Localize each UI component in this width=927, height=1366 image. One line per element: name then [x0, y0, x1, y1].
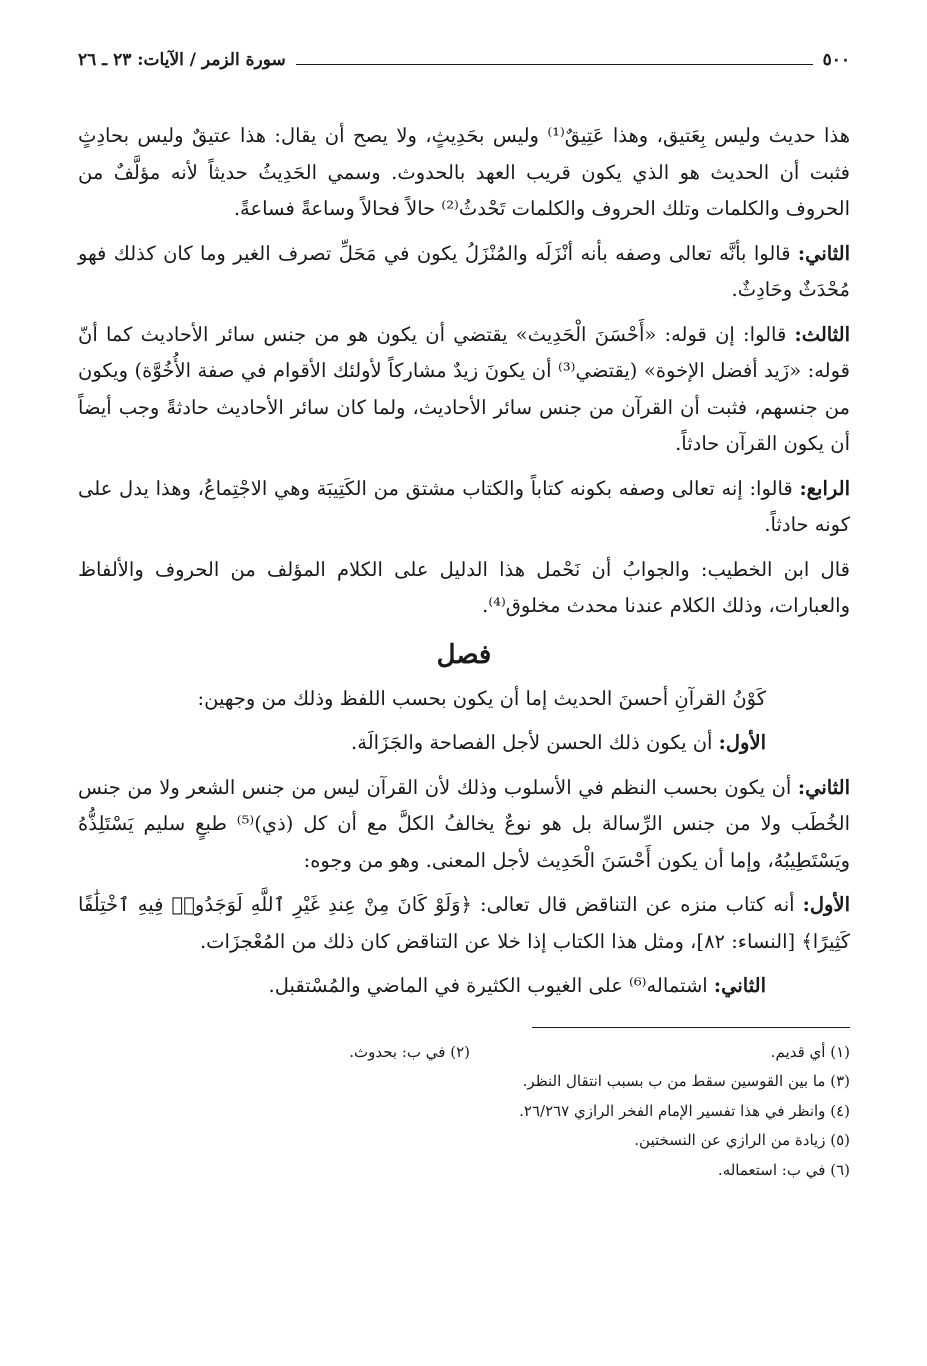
paragraph-4	[78, 471, 850, 544]
section-paragraph-4	[78, 887, 850, 960]
paragraph-lead: الثاني:	[797, 775, 850, 799]
footnote-number: (٤)	[830, 1101, 850, 1120]
footnotes	[78, 1038, 850, 1186]
footnote-3	[523, 1067, 850, 1097]
book-page	[78, 40, 850, 1185]
footnote-row	[78, 1067, 850, 1097]
footnote-row	[78, 1097, 850, 1127]
paragraph-3	[78, 317, 850, 463]
footnote-text: زيادة من الرازي عن النسختين.	[634, 1131, 826, 1149]
paragraph-2	[78, 236, 850, 309]
footnote-text: ما بين القوسين سقط من ب بسبب انتقال النظر.	[522, 1072, 826, 1090]
footnote-number: (١)	[830, 1042, 850, 1061]
paragraph-lead: الأول:	[802, 893, 850, 916]
paragraph-lead: الثالث:	[794, 322, 850, 346]
footnote-text: في ب: استعماله.	[717, 1160, 826, 1179]
paragraph-text: هذا حديث وليس بِعَتيق، وهذا عَتِيقٌ⁽¹⁾ وليس بحَدِيثٍ، ولا يصح أن يقال: هذا عتيقٌ وليس بحادِثٍ فثبت أن الحديث هو الذي يكون قريب العهد بالحدوث. وسمي الحَدِيثُ حديثاً لأنه مؤلَّفٌ من الحروف والكلمات وتلك الحروف والكلمات تَحْدثُ⁽²⁾ حالاً فحالاً وساعةً فساعةً.	[78, 124, 850, 220]
footnote-5	[634, 1126, 850, 1156]
paragraph-text: أنه كتاب منزه عن التناقض قال تعالى: ﴿وَلَوْ كَانَ مِنْ عِندِ غَيْرِ ٱللَّهِ لَوَجَدُوا۟ فِيهِ ٱخْتِلَٰفًا كَثِيرًا﴾ [النساء: ٨٢]، ومثل هذا الكتاب إذا خلا عن التناقض كان ذلك من المُعْجزَات.	[78, 893, 850, 953]
paragraph-lead: الثاني:	[797, 241, 850, 265]
paragraph-text: قال ابن الخطيب: والجوابُ أن نَحْمل هذا الدليل على الكلام المؤلف من الحروف والألفاظ والعبارات، وذلك الكلام عندنا محدث مخلوق⁽⁴⁾.	[78, 557, 850, 617]
footnote-number: (٥)	[830, 1131, 850, 1149]
paragraph-text: قالوا: إنه تعالى وصفه بكونه كتاباً والكتاب مشتق من الكَتِيبَة وهي الاجْتِماعُ، وهذا يدل على كونه حادثاً.	[78, 476, 850, 536]
section-paragraph-5	[78, 968, 850, 1005]
running-title: سورة الزمر / الآيات: ٢٣ ـ ٢٦	[78, 50, 286, 70]
footnote-1	[470, 1038, 850, 1068]
paragraph-1	[78, 118, 850, 228]
section-paragraph-2	[78, 725, 850, 762]
section-title: فصل	[436, 639, 492, 670]
footnote-row	[78, 1156, 850, 1186]
footnote-6	[718, 1156, 850, 1186]
page-header	[78, 40, 850, 80]
paragraph-text: كَوْنُ القرآنِ أحسنَ الحديث إما أن يكون بحسب اللفظ وذلك من وجهين:	[197, 686, 766, 710]
header-rule	[296, 64, 813, 65]
footnote-4	[519, 1097, 850, 1127]
footnote-text: أي قديم.	[770, 1042, 826, 1061]
footnote-text: في ب: بحدوث.	[349, 1042, 446, 1061]
paragraph-text: اشتماله⁽⁶⁾ على الغيوب الكثيرة في الماضي والمُسْتقبل.	[268, 974, 714, 997]
paragraph-text: أن يكون بحسب النظم في الأسلوب وذلك لأن القرآن ليس من جنس الشعر ولا من جنس الخُطَب ولا من جنس الرِّسالة بل هو نوعٌ يخالفُ الكلَّ مع أن كل (ذي)⁽⁵⁾ طبعٍ سليم يَسْتَلِذُّهُ ويَسْتَطِيبُهُ، وإما أن يكون أَحْسَنَ الْحَدِيث لأجل المعنى. وهو من وجوه:	[78, 775, 850, 872]
paragraph-lead: الثاني:	[713, 974, 766, 997]
footnote-text: وانظر في هذا تفسير الإمام الفخر الرازي ٢٦/٢٦٧.	[519, 1101, 826, 1120]
section-paragraph-1	[78, 681, 850, 718]
footnote-number: (٣)	[830, 1072, 850, 1090]
paragraph-lead: الرابع:	[799, 476, 850, 500]
footnote-separator	[532, 1027, 850, 1028]
footnote-number: (٦)	[830, 1160, 850, 1179]
paragraph-5	[78, 552, 850, 625]
paragraph-text: قالوا بأنَّه تعالى وصفه بأنه أنْزَلَه والمُنْزَلُ يكون في مَحَلِّ تصرف الغير وما كان كذلك فهو مُحْدَثٌ وحَادِثٌ.	[78, 241, 850, 301]
footnote-row	[78, 1038, 850, 1068]
footnote-2	[349, 1038, 470, 1068]
page-body	[78, 118, 850, 1185]
paragraph-lead: الأول:	[718, 731, 766, 754]
paragraph-text: قالوا: إن قوله: «أَحْسَنَ الْحَدِيث» يقتضي أن يكون هو من جنس سائر الأحاديث كما أنّ قوله: «زَيد أفضل الإخوة» (يقتضي⁽³⁾ أن يكونَ زيدٌ مشاركاً لأولئك الأقوام في صفة الأُخُوَّة) ويكون من جنسهم، فثبت أن القرآن من جنس سائر الأحاديث، ولما كان سائر الأحاديث حادثةً وجب أيضاً أن يكون القرآن حادثاً.	[78, 322, 851, 455]
section-paragraph-3	[78, 770, 850, 880]
paragraph-text: أن يكون ذلك الحسن لأجل الفصاحة والجَزَالَة.	[351, 731, 719, 754]
footnote-number: (٢)	[450, 1042, 470, 1061]
footnote-row	[78, 1126, 850, 1156]
page-number: ٥٠٠	[822, 50, 850, 70]
